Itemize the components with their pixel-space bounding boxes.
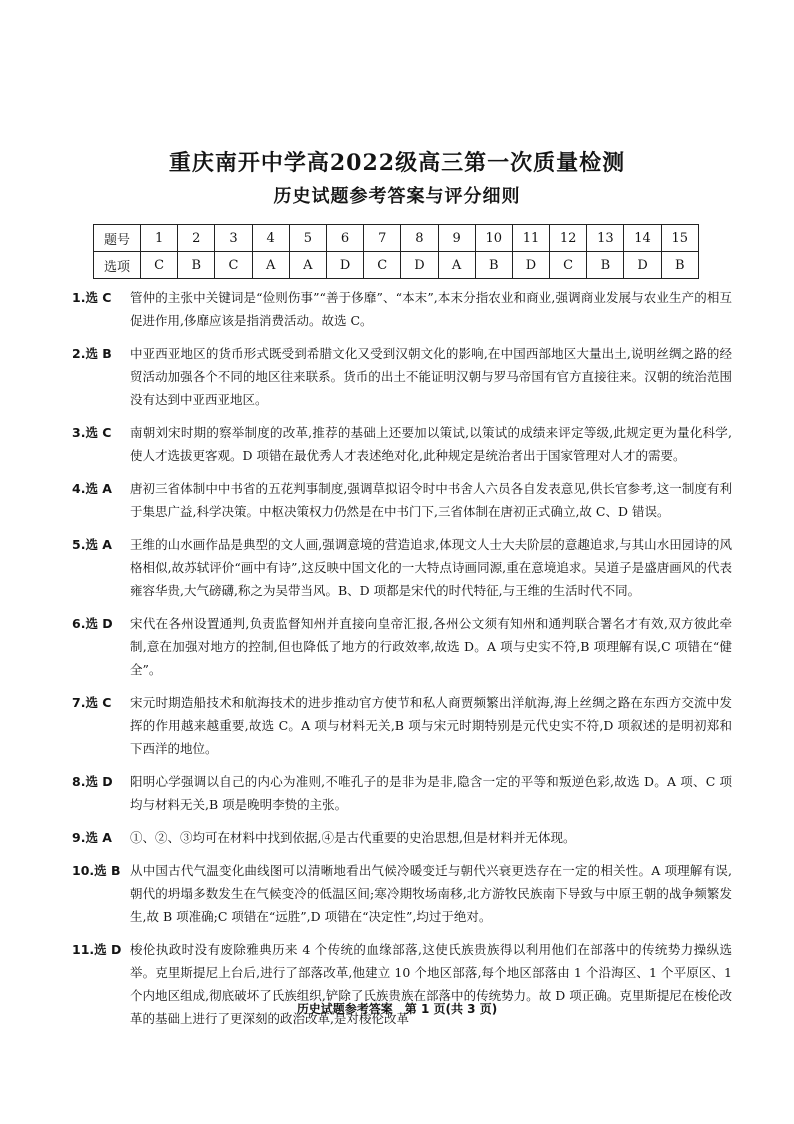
question-number-cell: 5 xyxy=(289,225,326,252)
question-number-cell: 10 xyxy=(475,225,512,252)
explanation-item xyxy=(72,826,732,849)
answer-option-cell: C xyxy=(215,252,252,279)
explanation-number: 7.选 C xyxy=(72,695,112,710)
page-title: 重庆南开中学高2022级高三第一次质量检测 xyxy=(168,150,626,176)
question-number-cell: 11 xyxy=(512,225,549,252)
question-number-cell: 6 xyxy=(326,225,363,252)
explanation-item xyxy=(72,691,732,760)
explanation-item xyxy=(72,342,732,411)
explanation-number: 1.选 C xyxy=(72,290,112,305)
explanation-text: 中亚西亚地区的货币形式既受到希腊文化又受到汉朝文化的影响,在中国西部地区大量出土,说明丝绸之路的经贸活动加强各个不同的地区往来联系。货币的出土不能证明汉朝与罗马帝国有官方直接往来。汉朝的统治范围没有达到中亚西亚地区。 xyxy=(130,346,732,407)
explanation-text: 王维的山水画作品是典型的文人画,强调意境的营造追求,体现文人士大夫阶层的意趣追求,与其山水田园诗的风格相似,故苏轼评价“画中有诗”,这反映中国文化的一大特点诗画同源,重在意境追求。吴道子是盛唐画风的代表雍容华贵,大气磅礴,称之为吴带当风。B、D 项都是宋代的时代特征,与王维的生活时代不同。 xyxy=(130,537,732,598)
explanation-list xyxy=(72,286,732,1040)
answer-option-cell: B xyxy=(475,252,512,279)
answer-option-cell: C xyxy=(364,252,401,279)
explanation-number: 2.选 B xyxy=(72,346,112,361)
explanation-number: 4.选 A xyxy=(72,481,112,496)
explanation-item xyxy=(72,477,732,523)
question-number-cell: 2 xyxy=(178,225,215,252)
explanation-text: 宋元时期造船技术和航海技术的进步推动官方使节和私人商贾频繁出洋航海,海上丝绸之路在东西方交流中发挥的作用越来越重要,故选 C。A 项与材料无关,B 项与宋元时期特别是元代史实不符,D 项叙述的是明初郑和下西洋的地位。 xyxy=(130,695,732,756)
answer-option-header: 选项 xyxy=(94,252,141,279)
answer-option-cell: D xyxy=(624,252,661,279)
answer-option-cell: A xyxy=(289,252,326,279)
answer-option-row xyxy=(94,252,699,279)
explanation-text: 从中国古代气温变化曲线图可以清晰地看出气候冷暖变迁与朝代兴衰更迭存在一定的相关性。A 项理解有误,朝代的坍塌多数发生在气候变冷的低温区间;寒冷期牧场南移,北方游牧民族南下导致与中原王朝的战争频繁发生,故 B 项准确;C 项错在“远胜”,D 项错在“决定性”,均过于绝对。 xyxy=(130,863,732,924)
explanation-item xyxy=(72,770,732,816)
answer-option-cell: B xyxy=(178,252,215,279)
answer-table xyxy=(93,224,699,279)
page-subtitle: 历史试题参考答案与评分细则 xyxy=(273,186,521,207)
question-number-cell: 3 xyxy=(215,225,252,252)
question-number-cell: 13 xyxy=(587,225,624,252)
answer-option-cell: C xyxy=(141,252,178,279)
question-number-row xyxy=(94,225,699,252)
explanation-text: 唐初三省体制中中书省的五花判事制度,强调草拟诏令时中书舍人六员各自发表意见,供长官参考,这一制度有利于集思广益,科学决策。中枢决策权力仍然是在中书门下,三省体制在唐初正式确立,故 C、D 错误。 xyxy=(130,481,732,519)
explanation-number: 9.选 A xyxy=(72,830,112,845)
explanation-text: ①、②、③均可在材料中找到依据,④是古代重要的史治思想,但是材料并无体现。 xyxy=(130,830,576,845)
question-number-cell: 4 xyxy=(252,225,289,252)
explanation-text: 阳明心学强调以自己的内心为准则,不唯孔子的是非为是非,隐含一定的平等和叛逆色彩,故选 D。A 项、C 项均与材料无关,B 项是晚明李贽的主张。 xyxy=(130,774,732,812)
question-number-cell: 9 xyxy=(438,225,475,252)
explanation-item xyxy=(72,286,732,332)
explanation-item xyxy=(72,859,732,928)
answer-option-cell: D xyxy=(401,252,438,279)
explanation-item xyxy=(72,533,732,602)
question-number-cell: 12 xyxy=(550,225,587,252)
explanation-item xyxy=(72,421,732,467)
explanation-item xyxy=(72,612,732,681)
answer-option-cell: D xyxy=(326,252,363,279)
question-number-cell: 1 xyxy=(141,225,178,252)
explanation-number: 8.选 D xyxy=(72,774,113,789)
question-number-cell: 14 xyxy=(624,225,661,252)
explanation-number: 10.选 B xyxy=(72,863,121,878)
question-number-cell: 8 xyxy=(401,225,438,252)
explanation-text: 管仲的主张中关键词是“俭则伤事”“善于侈靡”、“本末”,本末分指农业和商业,强调商业发展与农业生产的相互促进作用,侈靡应该是指消费活动。故选 C。 xyxy=(130,290,732,328)
explanation-number: 5.选 A xyxy=(72,537,112,552)
explanation-text: 梭伦执政时没有废除雅典历来 4 个传统的血缘部落,这使氏族贵族得以利用他们在部落中的传统势力操纵选举。克里斯提尼上台后,进行了部落改革,他建立 10 个地区部落,每个地区部落由 1 个沿海区、1 个平原区、1 个内地区组成,彻底破坏了氏族组织,铲除了氏族贵族在部落中的传统势力。故 D 项正确。克里斯提尼在梭伦改革的基础上进行了更深刻的政治改革,是对梭伦改革 xyxy=(130,942,732,1026)
answer-option-cell: C xyxy=(550,252,587,279)
answer-option-cell: B xyxy=(587,252,624,279)
explanation-text: 宋代在各州设置通判,负责监督知州并直接向皇帝汇报,各州公文须有知州和通判联合署名才有效,双方彼此牵制,意在加强对地方的控制,但也降低了地方的行政效率,故选 D。A 项与史实不符,B 项理解有误,C 项错在“健全”。 xyxy=(130,616,732,677)
question-number-header: 题号 xyxy=(94,225,141,252)
question-number-cell: 7 xyxy=(364,225,401,252)
answer-option-cell: D xyxy=(512,252,549,279)
explanation-number: 3.选 C xyxy=(72,425,112,440)
answer-option-cell: A xyxy=(252,252,289,279)
answer-option-cell: B xyxy=(661,252,698,279)
explanation-text: 南朝刘宋时期的察举制度的改革,推荐的基础上还要加以策试,以策试的成绩来评定等级,此规定更为量化科学,使人才选拔更客观。D 项错在最优秀人才表述绝对化,此种规定是统治者出于国家管理对人才的需要。 xyxy=(130,425,732,463)
question-number-cell: 15 xyxy=(661,225,698,252)
page-footer: 历史试题参考答案 第 1 页(共 3 页) xyxy=(296,1002,498,1016)
explanation-number: 6.选 D xyxy=(72,616,113,631)
explanation-number: 11.选 D xyxy=(72,942,122,957)
answer-option-cell: A xyxy=(438,252,475,279)
